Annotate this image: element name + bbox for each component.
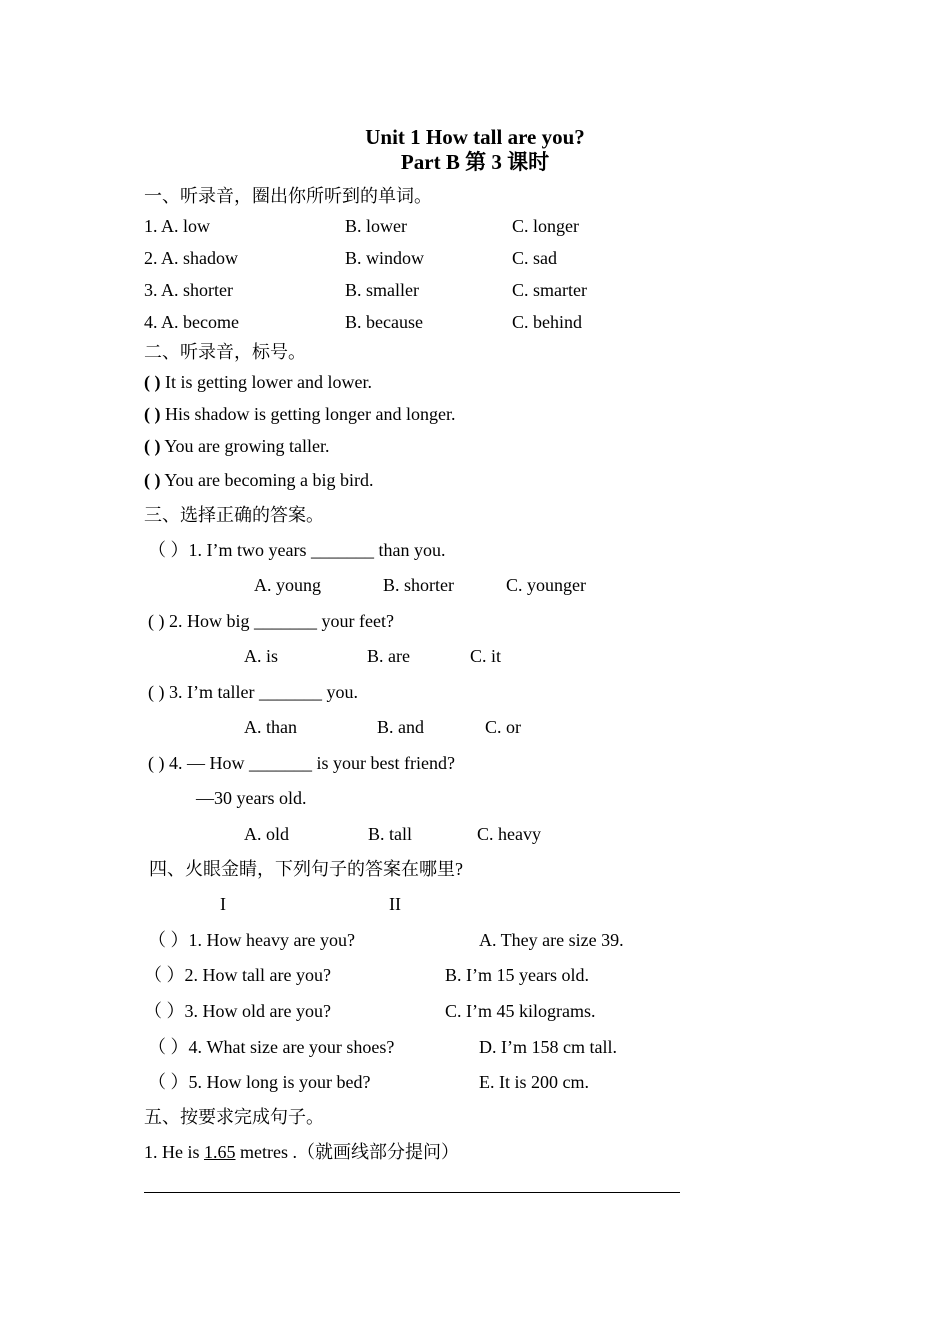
s4-answer-e: E. It is 200 cm. [479, 1072, 589, 1092]
s3-q1-option-b: B. shorter [383, 575, 454, 595]
s1-row1-option-c: C. longer [512, 216, 579, 236]
answer-paren[interactable]: ( ) [144, 404, 161, 424]
s5-question-1 [144, 1141, 459, 1163]
s2-item-text: It is getting lower and lower. [165, 372, 372, 392]
s5-q1-prefix: 1. He is [144, 1142, 204, 1162]
s4-question-5: （ ）5. How long is your bed? [148, 1072, 371, 1092]
s4-question-3: （ ）3. How old are you? [144, 1001, 331, 1021]
section-2-heading: 二、听录音，标号。 [144, 342, 306, 362]
s3-q2-option-c: C. it [470, 646, 502, 666]
s3-q2-option-a: A. is [244, 646, 279, 666]
worksheet-subtitle: Part B 第 3 课时 [400, 150, 550, 174]
s1-row2-option-b: B. window [345, 248, 425, 268]
answer-paren[interactable]: ( ) [144, 436, 161, 456]
s4-question-4: （ ）4. What size are your shoes? [148, 1037, 395, 1057]
s3-q4-option-c: C. heavy [477, 824, 541, 844]
s4-question-2: （ ）2. How tall are you? [144, 965, 331, 985]
s3-q4-reply: —30 years old. [196, 788, 307, 808]
s1-row2-option-c: C. sad [512, 248, 557, 268]
s3-q2-option-b: B. are [367, 646, 410, 666]
s3-q2-text: ( ) 2. How big _______ your feet? [148, 611, 394, 631]
s2-item-4 [144, 469, 373, 491]
s3-q3-text: ( ) 3. I’m taller _______ you. [148, 682, 358, 702]
s1-row3-option-b: B. smaller [345, 280, 419, 300]
section-4-heading: 四、火眼金睛，下列句子的答案在哪里? [149, 859, 463, 879]
s1-row3-option-a: 3. A. shorter [144, 280, 233, 300]
s1-row4-option-c: C. behind [512, 312, 582, 332]
answer-paren[interactable]: ( ) [144, 470, 161, 490]
s3-q4-option-b: B. tall [368, 824, 412, 844]
section-5-heading: 五、按要求完成句子。 [144, 1107, 324, 1127]
s3-q3-option-c: C. or [485, 717, 521, 737]
s1-row1-option-a: 1. A. low [144, 216, 211, 236]
s2-item-text: His shadow is getting longer and longer. [165, 404, 456, 424]
s3-q4-option-a: A. old [244, 824, 289, 844]
s3-q3-option-a: A. than [244, 717, 297, 737]
s2-item-text: You are becoming a big bird. [164, 470, 374, 490]
s3-q1-text: （ ）1. I’m two years _______ than you. [148, 540, 446, 560]
column-i-label: I [220, 894, 226, 914]
s5-q1-suffix: metres .（就画线部分提问） [235, 1142, 459, 1162]
s3-q3-option-b: B. and [377, 717, 424, 737]
s2-item-1 [144, 371, 372, 393]
s1-row4-option-b: B. because [345, 312, 423, 332]
column-ii-label: II [389, 894, 401, 914]
s4-question-1: （ ）1. How heavy are you? [148, 930, 355, 950]
s2-item-text: You are growing taller. [164, 436, 330, 456]
s4-answer-c: C. I’m 45 kilograms. [445, 1001, 596, 1021]
s4-answer-a: A. They are size 39. [479, 930, 624, 950]
s5-q1-underlined-value: 1.65 [204, 1142, 236, 1162]
s3-q1-option-a: A. young [254, 575, 321, 595]
worksheet-title: Unit 1 How tall are you? [365, 125, 585, 149]
section-1-heading: 一、听录音，圈出你所听到的单词。 [144, 186, 432, 206]
s1-row2-option-a: 2. A. shadow [144, 248, 238, 268]
answer-paren[interactable]: ( ) [144, 372, 161, 392]
s4-answer-b: B. I’m 15 years old. [445, 965, 589, 985]
s2-item-2 [144, 403, 455, 425]
s3-q4-text: ( ) 4. — How _______ is your best friend? [148, 753, 455, 773]
s1-row1-option-b: B. lower [345, 216, 407, 236]
s3-q1-option-c: C. younger [506, 575, 586, 595]
answer-writing-line[interactable] [144, 1192, 680, 1193]
section-3-heading: 三、选择正确的答案。 [144, 505, 324, 525]
s1-row4-option-a: 4. A. become [144, 312, 239, 332]
s2-item-3 [144, 435, 330, 457]
s1-row3-option-c: C. smarter [512, 280, 587, 300]
s4-answer-d: D. I’m 158 cm tall. [479, 1037, 617, 1057]
